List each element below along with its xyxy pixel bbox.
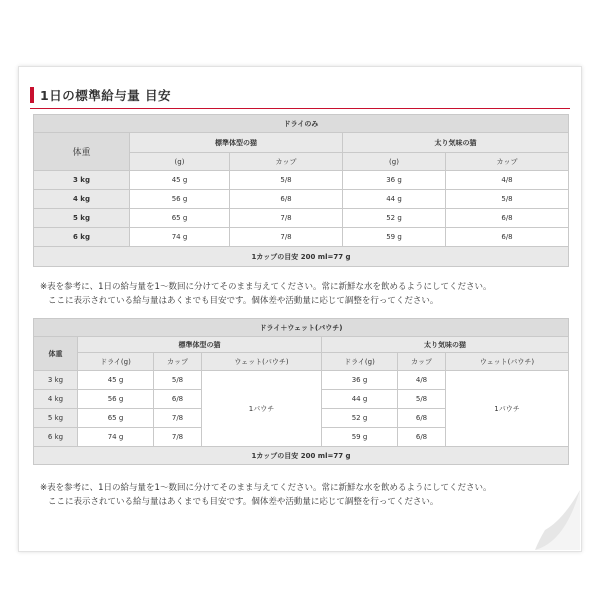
cup-cell: 5/8	[230, 171, 343, 190]
cup-header: カップ	[446, 153, 569, 171]
grams-cell: 36 g	[322, 371, 398, 390]
cup-cell: 4/8	[446, 171, 569, 190]
weight-cell: 5 kg	[34, 209, 130, 228]
dry-grams-header: ドライ(g)	[322, 353, 398, 371]
grams-cell: 52 g	[322, 409, 398, 428]
cup-cell: 5/8	[446, 190, 569, 209]
cup-cell: 7/8	[154, 428, 202, 447]
grams-cell: 74 g	[130, 228, 230, 247]
weight-header: 体重	[34, 133, 130, 171]
table-row	[34, 171, 569, 190]
wet-pouch-cell: 1パウチ	[202, 371, 322, 447]
weight-cell: 4 kg	[34, 190, 130, 209]
weight-cell: 6 kg	[34, 428, 78, 447]
weight-cell: 3 kg	[34, 371, 78, 390]
table-row	[34, 190, 569, 209]
cup-cell: 7/8	[230, 209, 343, 228]
heading-rule	[30, 108, 570, 109]
grams-cell: 45 g	[78, 371, 154, 390]
dry-only-table	[33, 114, 569, 267]
note-line: ここに表示されている給与量はあくまでも目安です。個体差や活動量に応じて調整を行ってください。	[48, 296, 439, 306]
cup-cell: 5/8	[398, 390, 446, 409]
cup-cell: 6/8	[398, 428, 446, 447]
cup-cell: 4/8	[398, 371, 446, 390]
accent-bar	[30, 87, 34, 103]
table-title: ドライのみ	[34, 115, 569, 133]
section-heading	[30, 86, 171, 104]
grams-header: (g)	[343, 153, 446, 171]
cup-measure-footer: 1カップの目安 200 ml=77 g	[34, 247, 569, 267]
cup-header: カップ	[154, 353, 202, 371]
cup-cell: 7/8	[154, 409, 202, 428]
group-overweight-header: 太り気味の猫	[322, 337, 569, 353]
cup-measure-footer: 1カップの目安 200 ml=77 g	[34, 447, 569, 465]
weight-cell: 5 kg	[34, 409, 78, 428]
note-block-1	[40, 280, 491, 308]
grams-cell: 56 g	[130, 190, 230, 209]
cup-cell: 7/8	[230, 228, 343, 247]
grams-cell: 65 g	[130, 209, 230, 228]
grams-cell: 59 g	[343, 228, 446, 247]
cup-cell: 6/8	[230, 190, 343, 209]
weight-cell: 3 kg	[34, 171, 130, 190]
page-curl-decoration	[535, 490, 580, 550]
grams-cell: 36 g	[343, 171, 446, 190]
weight-cell: 6 kg	[34, 228, 130, 247]
note-block-2	[40, 481, 491, 509]
table-row	[34, 371, 569, 390]
grams-cell: 44 g	[322, 390, 398, 409]
dry-grams-header: ドライ(g)	[78, 353, 154, 371]
group-standard-header: 標準体型の猫	[78, 337, 322, 353]
table-row	[34, 228, 569, 247]
group-overweight-header: 太り気味の猫	[343, 133, 569, 153]
cup-header: カップ	[230, 153, 343, 171]
note-line: ※表を参考に、1日の給与量を1～数回に分けてそのまま与えてください。常に新鮮な水を飲めるようにしてください。	[40, 282, 492, 292]
dry-wet-table	[33, 318, 569, 465]
cup-cell: 6/8	[446, 209, 569, 228]
grams-cell: 65 g	[78, 409, 154, 428]
cup-cell: 6/8	[446, 228, 569, 247]
section-title: 1日の標準給与量 目安	[40, 88, 172, 103]
grams-cell: 59 g	[322, 428, 398, 447]
group-standard-header: 標準体型の猫	[130, 133, 343, 153]
grams-cell: 74 g	[78, 428, 154, 447]
grams-header: (g)	[130, 153, 230, 171]
weight-header: 体重	[34, 337, 78, 371]
table-row	[34, 209, 569, 228]
wet-pouch-cell: 1パウチ	[446, 371, 569, 447]
grams-cell: 44 g	[343, 190, 446, 209]
note-line: ※表を参考に、1日の給与量を1～数回に分けてそのまま与えてください。常に新鮮な水を飲めるようにしてください。	[40, 483, 492, 493]
cup-cell: 6/8	[154, 390, 202, 409]
note-line: ここに表示されている給与量はあくまでも目安です。個体差や活動量に応じて調整を行ってください。	[48, 497, 439, 507]
grams-cell: 45 g	[130, 171, 230, 190]
wet-pouch-header: ウェット(パウチ)	[446, 353, 569, 371]
wet-pouch-header: ウェット(パウチ)	[202, 353, 322, 371]
weight-cell: 4 kg	[34, 390, 78, 409]
grams-cell: 56 g	[78, 390, 154, 409]
cup-cell: 6/8	[398, 409, 446, 428]
cup-cell: 5/8	[154, 371, 202, 390]
cup-header: カップ	[398, 353, 446, 371]
table-title: ドライ＋ウェット(パウチ)	[34, 319, 569, 337]
grams-cell: 52 g	[343, 209, 446, 228]
